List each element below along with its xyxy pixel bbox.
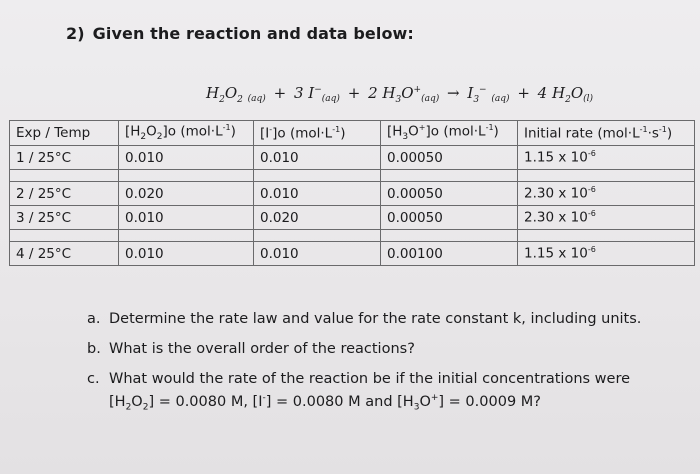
table-spacer [10, 230, 695, 242]
product-triiodide: $I_3^-$ $_{(aq)}$ [467, 84, 510, 105]
cell-hydronium: 0.00050 [381, 182, 518, 206]
part-a-text: Determine the rate law and value for the rate constant k, including units. [109, 311, 642, 327]
table-row [10, 242, 695, 266]
part-b [87, 340, 647, 359]
question-parts [87, 310, 647, 429]
cell-h2o2: 0.020 [119, 182, 254, 206]
question-heading: Given the reaction and data below: [92, 24, 414, 43]
part-c [87, 370, 647, 418]
header-h2o2: $[H_2O_2]o$ $(mol\cdot L^{-1})$ [119, 121, 254, 146]
header-hydronium: $[H_3O^+]o$ $(mol\cdot L^{-1})$ [381, 121, 518, 146]
cell-exp: 1 / 25°C [10, 146, 119, 170]
part-c-text: What would the rate of the reaction be if the initial concentrations were $[H_2O_2] = 0.0080$ M, [I-] = 0.0080 M and $[H_3O^+] = 0.0009$ M? [109, 371, 631, 413]
cell-rate: 2.30 x $10^{-6}$ [518, 182, 695, 206]
question-number: 2) [66, 24, 85, 43]
part-b-text: What is the overall order of the reactions? [109, 341, 415, 357]
part-c-letter: c. [87, 371, 100, 387]
reaction-arrow: → [447, 84, 460, 102]
part-b-letter: b. [87, 341, 101, 357]
reactant-hydronium: 2 $H_3O^+_{(aq)}$ [368, 84, 440, 105]
cell-exp: 3 / 25°C [10, 206, 119, 230]
cell-rate: 2.30 x $10^{-6}$ [518, 206, 695, 230]
header-exp-temp: Exp / Temp [10, 121, 119, 146]
reaction-equation: $H_2O_2$ $_{(aq)}$ + 3 $I^-_{(aq)} + 2$ $H_3O^+_{(aq)} \to I_3^-$ $_{(aq)}$ + 4 $H_2O_{(l)}$ [206, 84, 594, 105]
table-header-row [10, 121, 695, 146]
cell-h2o2: 0.010 [119, 242, 254, 266]
question-title [66, 24, 414, 43]
table-row [10, 182, 695, 206]
cell-iodide: 0.020 [254, 206, 381, 230]
reactant-iodide: 3 $I^-_{(aq)}$ [293, 84, 340, 104]
cell-h2o2: 0.010 [119, 206, 254, 230]
cell-iodide: 0.010 [254, 146, 381, 170]
table-spacer [10, 170, 695, 182]
table-row [10, 146, 695, 170]
table-row [10, 206, 695, 230]
cell-hydronium: 0.00100 [381, 242, 518, 266]
cell-exp: 2 / 25°C [10, 182, 119, 206]
cell-hydronium: 0.00050 [381, 146, 518, 170]
header-initial-rate: Initial rate $(mol\cdot L^{-1}\cdot s^{-1})$ [518, 121, 695, 146]
product-water: 4 $H_2O_{(l)}$ [537, 84, 594, 105]
header-iodide: [I-]o $(mol\cdot L^{-1})$ [254, 121, 381, 146]
part-a [87, 310, 647, 329]
kinetics-data-table [9, 120, 695, 266]
cell-h2o2: 0.010 [119, 146, 254, 170]
cell-exp: 4 / 25°C [10, 242, 119, 266]
cell-rate: 1.15 x $10^{-6}$ [518, 146, 695, 170]
cell-hydronium: 0.00050 [381, 206, 518, 230]
cell-iodide: 0.010 [254, 242, 381, 266]
reactant-h2o2: $H_2O_2$ $_{(aq)}$ [206, 84, 266, 105]
cell-rate: 1.15 x $10^{-6}$ [518, 242, 695, 266]
cell-iodide: 0.010 [254, 182, 381, 206]
part-a-letter: a. [87, 311, 101, 327]
